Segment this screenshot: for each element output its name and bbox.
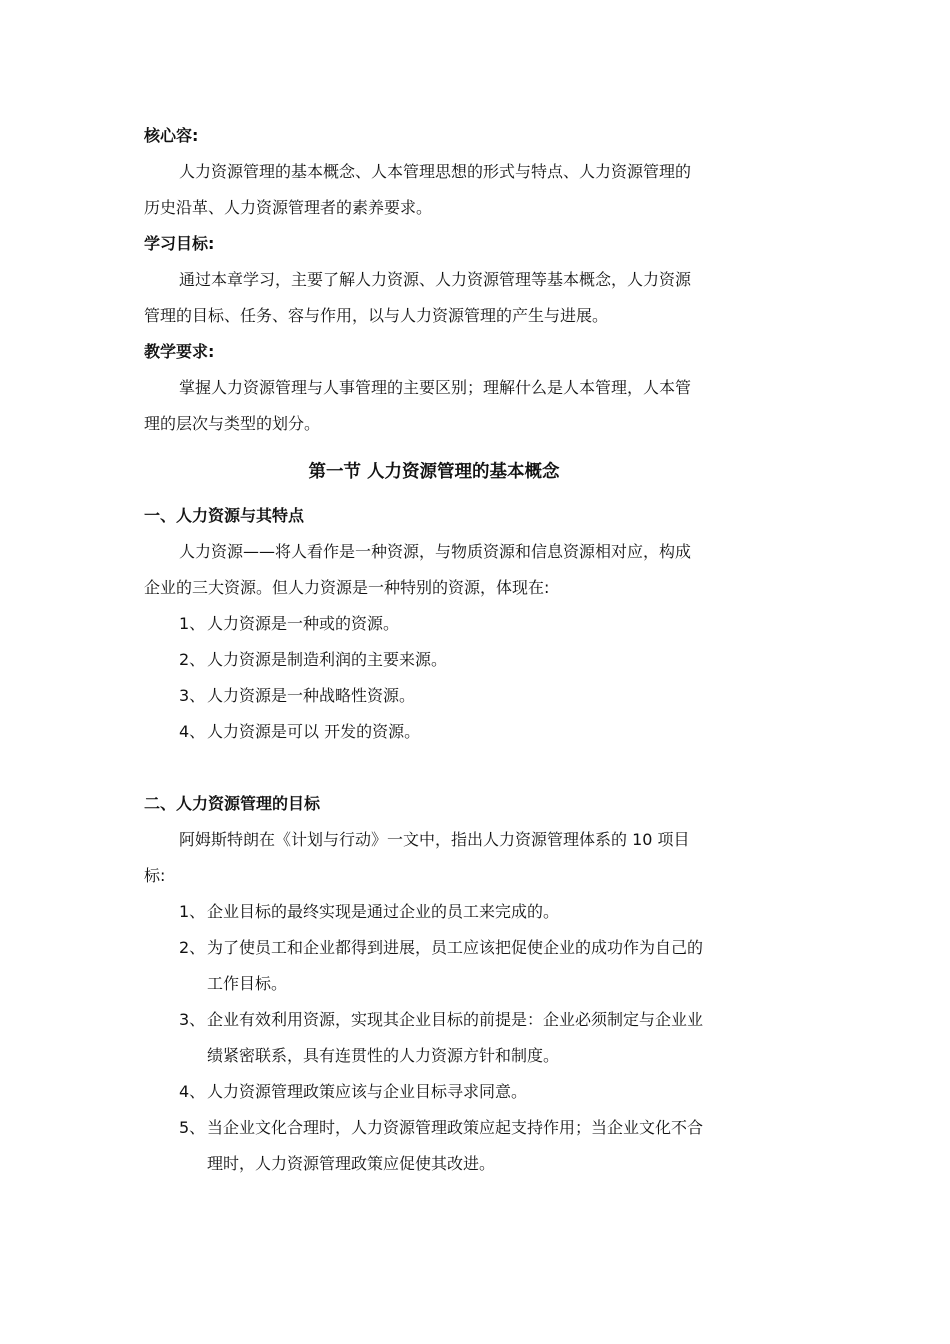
list-item [144, 1110, 704, 1182]
core-content-text: 人力资源管理的基本概念、人本管理思想的形式与特点、人力资源管理的历史沿革、人力资源管理者的素养要求。 [144, 162, 692, 217]
learning-goal-label: 学习目标: [144, 234, 215, 253]
list-number: 4、 [179, 722, 206, 741]
learning-goal-text: 通过本章学习，主要了解人力资源、人力资源管理等基本概念，人力资源管理的目标、任务、容与作用，以与人力资源管理的产生与进展。 [144, 270, 692, 325]
core-content-label: 核心容: [144, 126, 199, 145]
list-item [144, 642, 704, 678]
list-number: 3、 [179, 1010, 206, 1029]
list-item [144, 714, 704, 750]
document-page [144, 118, 704, 1182]
list-text: 为了使员工和企业都得到进展，员工应该把促使企业的成功作为自己的工作目标。 [207, 938, 704, 993]
list-text: 人力资源管理政策应该与企业目标寻求同意。 [207, 1082, 528, 1101]
list-text: 人力资源是一种或的资源。 [207, 614, 400, 633]
list-item [144, 894, 704, 930]
list-text: 企业目标的最终实现是通过企业的员工来完成的。 [207, 902, 560, 921]
list-item [144, 1002, 704, 1074]
section-title: 第一节 人力资源管理的基本概念 [308, 462, 560, 482]
list-item [144, 930, 704, 1002]
list-text: 当企业文化合理时，人力资源管理政策应起支持作用；当企业文化不合理时，人力资源管理政策应促使其改进。 [207, 1118, 704, 1173]
list-text: 人力资源是一种战略性资源。 [207, 686, 416, 705]
part1-text: 人力资源——将人看作是一种资源，与物质资源和信息资源相对应，构成企业的三大资源。但人力资源是一种特别的资源，体现在: [144, 542, 692, 597]
part2-text: 阿姆斯特朗在《计划与行动》一文中，指出人力资源管理体系的 10 项目标: [144, 830, 690, 885]
list-item [144, 606, 704, 642]
list-item [144, 1074, 704, 1110]
section-gap [144, 750, 704, 786]
list-text: 企业有效利用资源，实现其企业目标的前提是：企业必须制定与企业业绩紧密联系，具有连贯性的人力资源方针和制度。 [207, 1010, 704, 1065]
teaching-requirement-label: 教学要求: [144, 342, 215, 361]
list-number: 2、 [179, 938, 206, 957]
part2-heading: 二、人力资源管理的目标 [144, 794, 321, 813]
list-text: 人力资源是制造利润的主要来源。 [207, 650, 448, 669]
part1-list [144, 606, 704, 750]
part2-list [144, 894, 704, 1182]
list-number: 3、 [179, 686, 206, 705]
list-number: 1、 [179, 902, 206, 921]
list-text: 人力资源是可以 开发的资源。 [207, 722, 421, 741]
list-number: 1、 [179, 614, 206, 633]
teaching-requirement-text: 掌握人力资源管理与人事管理的主要区别；理解什么是人本管理，人本管理的层次与类型的划分。 [144, 378, 692, 433]
part1-heading: 一、人力资源与其特点 [144, 506, 305, 525]
list-number: 5、 [179, 1118, 206, 1137]
list-number: 2、 [179, 650, 206, 669]
list-number: 4、 [179, 1082, 206, 1101]
list-item [144, 678, 704, 714]
